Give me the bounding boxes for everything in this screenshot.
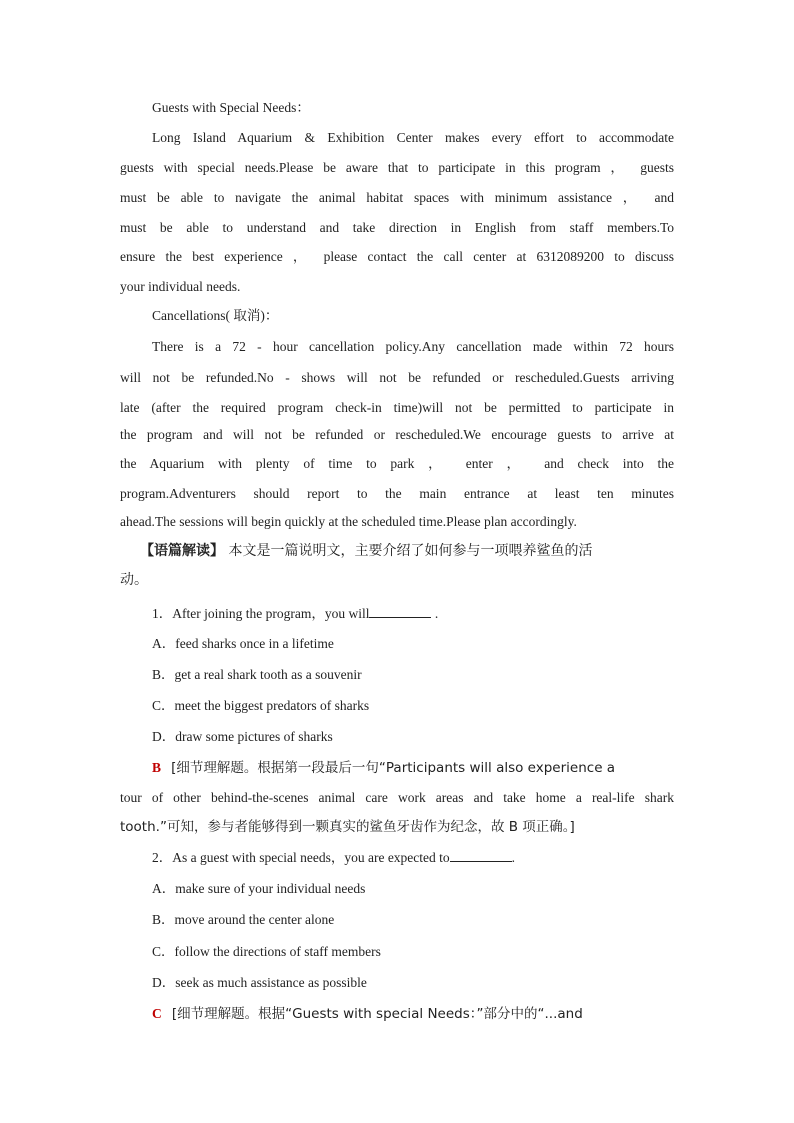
option-a: A．make sure of your individual needs <box>152 881 366 896</box>
question-2-stem <box>152 849 674 867</box>
cancellations-line: the program and will not be refunded or rescheduled.We encourage guests to arrive at <box>120 427 674 442</box>
cancellations-line: the Aquarium with plenty of time to park ， enter ， and check into the <box>120 456 674 471</box>
special-needs-line: must be able to navigate the animal habitat spaces with minimum assistance ， and <box>120 190 674 205</box>
option-d: D．seek as much assistance as possible <box>152 975 367 990</box>
option-a: A．feed sharks once in a lifetime <box>152 636 334 651</box>
cancellations-line: ahead.The sessions will begin quickly at the scheduled time.Please plan accordingly. <box>120 514 577 529</box>
explanation-text: [细节理解题。根据第一段最后一句“Participants will also experience a <box>171 760 616 776</box>
analysis-label: 【语篇解读】 <box>140 543 224 559</box>
question-1-end: . <box>431 606 439 621</box>
question-2-end: . <box>511 850 516 865</box>
question-1-stem <box>152 605 674 623</box>
explanation-text: tour of other behind-the-scenes animal care work areas and take home a real-life shark <box>120 790 674 805</box>
cancellations-heading: Cancellations( 取消)： <box>152 308 279 323</box>
question-2-text: 2．As a guest with special needs，you are expected to <box>152 850 450 865</box>
cancellations-line: will not be refunded.No - shows will not be refunded or rescheduled.Guests arriving <box>120 370 674 385</box>
explanation-text: tooth.”可知，参与者能够得到一颗真实的鲨鱼牙齿作为纪念，故 B 项正确。] <box>120 819 575 835</box>
analysis-text-cont: 动。 <box>120 572 148 588</box>
question-1-text: 1．After joining the program，you will <box>152 606 370 621</box>
special-needs-line: must be able to understand and take direction in English from staff members.To <box>120 220 674 235</box>
option-c: C．meet the biggest predators of sharks <box>152 698 370 713</box>
answer-letter: B <box>152 760 162 775</box>
special-needs-line: your individual needs. <box>120 279 241 294</box>
option-d: D．draw some pictures of sharks <box>152 729 333 744</box>
option-b: B．move around the center alone <box>152 912 335 927</box>
answer-blank <box>369 605 431 618</box>
option-b: B．get a real shark tooth as a souvenir <box>152 667 362 682</box>
special-needs-line: ensure the best experience ， please contact the call center at 6312089200 to discuss <box>120 249 674 264</box>
cancellations-line: program.Adventurers should report to the main entrance at least ten minutes <box>120 486 674 501</box>
analysis-text: 本文是一篇说明文，主要介绍了如何参与一项喂养鲨鱼的活 <box>224 543 593 559</box>
answer-letter: C <box>152 1006 162 1021</box>
explanation-text: [细节理解题。根据“Guests with special Needs：”部分中的“...and <box>171 1006 583 1022</box>
option-c: C．follow the directions of staff members <box>152 944 381 959</box>
cancellations-line: There is a 72 - hour cancellation policy.Any cancellation made within 72 hours <box>152 339 674 354</box>
passage-analysis <box>140 542 674 560</box>
answer-blank <box>450 849 512 862</box>
cancellations-line: late (after the required program check-in time)will not be permitted to participate in <box>120 400 674 415</box>
answer-explanation-1 <box>152 759 674 777</box>
special-needs-heading: Guests with Special Needs： <box>152 100 310 115</box>
special-needs-line: guests with special needs.Please be aware that to participate in this program ， guests <box>120 160 674 175</box>
answer-explanation-2 <box>152 1005 674 1023</box>
special-needs-line: Long Island Aquarium & Exhibition Center makes every effort to accommodate <box>152 130 674 145</box>
